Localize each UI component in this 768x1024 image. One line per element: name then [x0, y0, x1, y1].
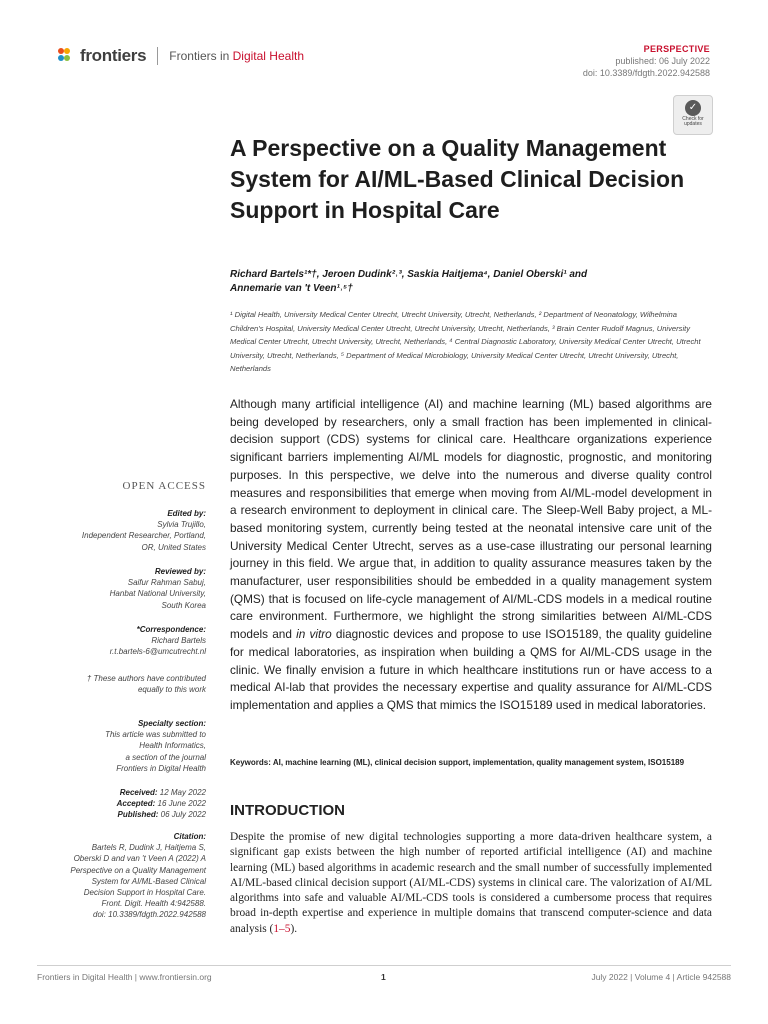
- logo-divider: [157, 47, 158, 65]
- citation-section: Citation: Bartels R, Dudink J, Haitjema S, Oberski D and van 't Veen A (2022) A Perspective on a Quality Management System for AI/ML-Based Clinical Decision Support in Hospital Care. Front. Digit. Health 4:942588. doi: 10.3389/fdgth.2022.942588: [46, 831, 206, 921]
- article-title: A Perspective on a Quality Management System for AI/ML-Based Clinical Decision Support in Hospital Care: [230, 135, 685, 223]
- abstract: Although many artificial intelligence (AI) and machine learning (ML) based algorithms are being developed by researchers, only a small fraction has been implemented in clinical-decision support (CDS) systems for clinical care. Healthcare organizations experience significant barriers implementing AI/ML models for diagnostic, prognostic, and monitoring purposes. In this perspective, we delve into the numerous and diverse quality control measures and responsibilities that emerge when moving from AI/ML-model development in a research environment to deployment in clinical care. The Sleep-Well Baby project, a ML-based monitoring system, currently being tested at the neonatal intensive care unit of the University Medical Center Utrecht, serves as a use-case illustrating our personal learning journey in this field. We argue that, in addition to quality assurance measures taken by the manufacturer, user responsibilities should be embedded in a quality management system (QMS) that is focused on life-cycle management of AI/ML-CDS models in a medical routine care environment. Furthermore, we highlight the strong similarities between AI/ML-CDS models and in vitro diagnostic devices and propose to use ISO15189, the quality guideline for medical laboratories, as inspiration when building a QMS for AI/ML-CDS usage in the clinic. We finally envision a future in which healthcare institutions run or have access to a medical AI-lab that provides the necessary expertise and quality assurance for AI/ML-CDS implementation and applies a QMS that mimics the ISO15189 used in medical laboratories.: [230, 397, 712, 712]
- edited-by-section: Edited by: Sylvia Trujillo, Independent Researcher, Portland, OR, United States: [81, 509, 206, 552]
- correspondence-section: *Correspondence: Richard Bartels r.t.bartels-6@umcutrecht.nl: [46, 624, 206, 658]
- reviewed-by-section: Reviewed by: Saifur Rahman Sabuj, Hanbat National University, South Korea: [109, 567, 206, 610]
- citation-link[interactable]: 1–5: [273, 922, 291, 935]
- check-updates-icon: ✓: [685, 100, 701, 116]
- footer-journal-link[interactable]: Frontiers in Digital Health | www.frontiersin.org: [37, 972, 212, 982]
- article-doi[interactable]: doi: 10.3389/fdgth.2022.942588: [582, 68, 710, 78]
- article-meta: [583, 43, 710, 79]
- keywords: Keywords: AI, machine learning (ML), clinical decision support, implementation, quality management system, ISO15189: [230, 758, 685, 767]
- check-for-updates-badge[interactable]: ✓ Check for updates: [673, 95, 713, 135]
- article-type: PERSPECTIVE: [643, 44, 710, 54]
- dates-section: Received: 12 May 2022 Accepted: 16 June 2022 Published: 06 July 2022: [116, 788, 206, 820]
- page-number: 1: [381, 972, 386, 982]
- section-heading-introduction: INTRODUCTION: [230, 802, 345, 819]
- equal-contribution-note: † These authors have contributed equally to this work: [86, 674, 206, 695]
- brand-name: frontiers: [80, 46, 147, 65]
- citation-doi[interactable]: doi: 10.3389/fdgth.2022.942588: [93, 910, 206, 920]
- published-date: published: 06 July 2022: [615, 56, 710, 66]
- footer-divider: [37, 965, 731, 966]
- introduction-paragraph: Despite the promise of new digital technologies supporting a more data-driven healthcare system, a significant gap exists between the high number of reported artificial intelligence (AI) and machine learning (ML) based algorithms in academic research and the small number of successfully implemented AI/ML-based clinical decision support (AI/ML-CDS) systems in clinical care. The valorization of AI/ML algorithms into safe and valuable AI/ML-CDS tools is considered a cumbersome process that requires broad in-depth expertise and experience in multiple domains that transcend computer-science and data analysis (1–5).: [230, 831, 712, 935]
- author-list: Richard Bartels¹*†, Jeroen Dudink²˒³, Saskia Haitjema⁴, Daniel Oberski¹ and Annemarie van 't Veen¹˒⁵†: [230, 269, 588, 294]
- journal-logo[interactable]: [58, 46, 304, 66]
- correspondence-email[interactable]: r.t.bartels-6@umcutrecht.nl: [109, 647, 206, 657]
- journal-name: Frontiers in Digital Health: [169, 49, 304, 63]
- frontiers-logo-icon: [58, 48, 74, 64]
- open-access-label: OPEN ACCESS: [122, 480, 206, 492]
- footer-volume-info: July 2022 | Volume 4 | Article 942588: [591, 972, 731, 982]
- specialty-section: Specialty section: This article was submitted to Health Informatics, a section of the journal Frontiers in Digital Health: [105, 719, 206, 773]
- affiliations: ¹ Digital Health, University Medical Center Utrecht, Utrecht University, Utrecht, Netherlands, ² Department of Neonatology, Wilhelmina Children's Hospital, University Medical Center Utrecht, Utrecht University, Utrecht, Netherlands, ³ Brain Center Rudolf Magnus, University Medical Center Utrecht, Utrecht University, Utrecht, Netherlands, ⁴ Central Diagnostic Laboratory, University Medical Center Utrecht, Utrecht University, Utrecht, Netherlands, ⁵ Department of Medical Microbiology, University Medical Center Utrecht, Utrecht University, Utrecht, Netherlands: [230, 310, 701, 374]
